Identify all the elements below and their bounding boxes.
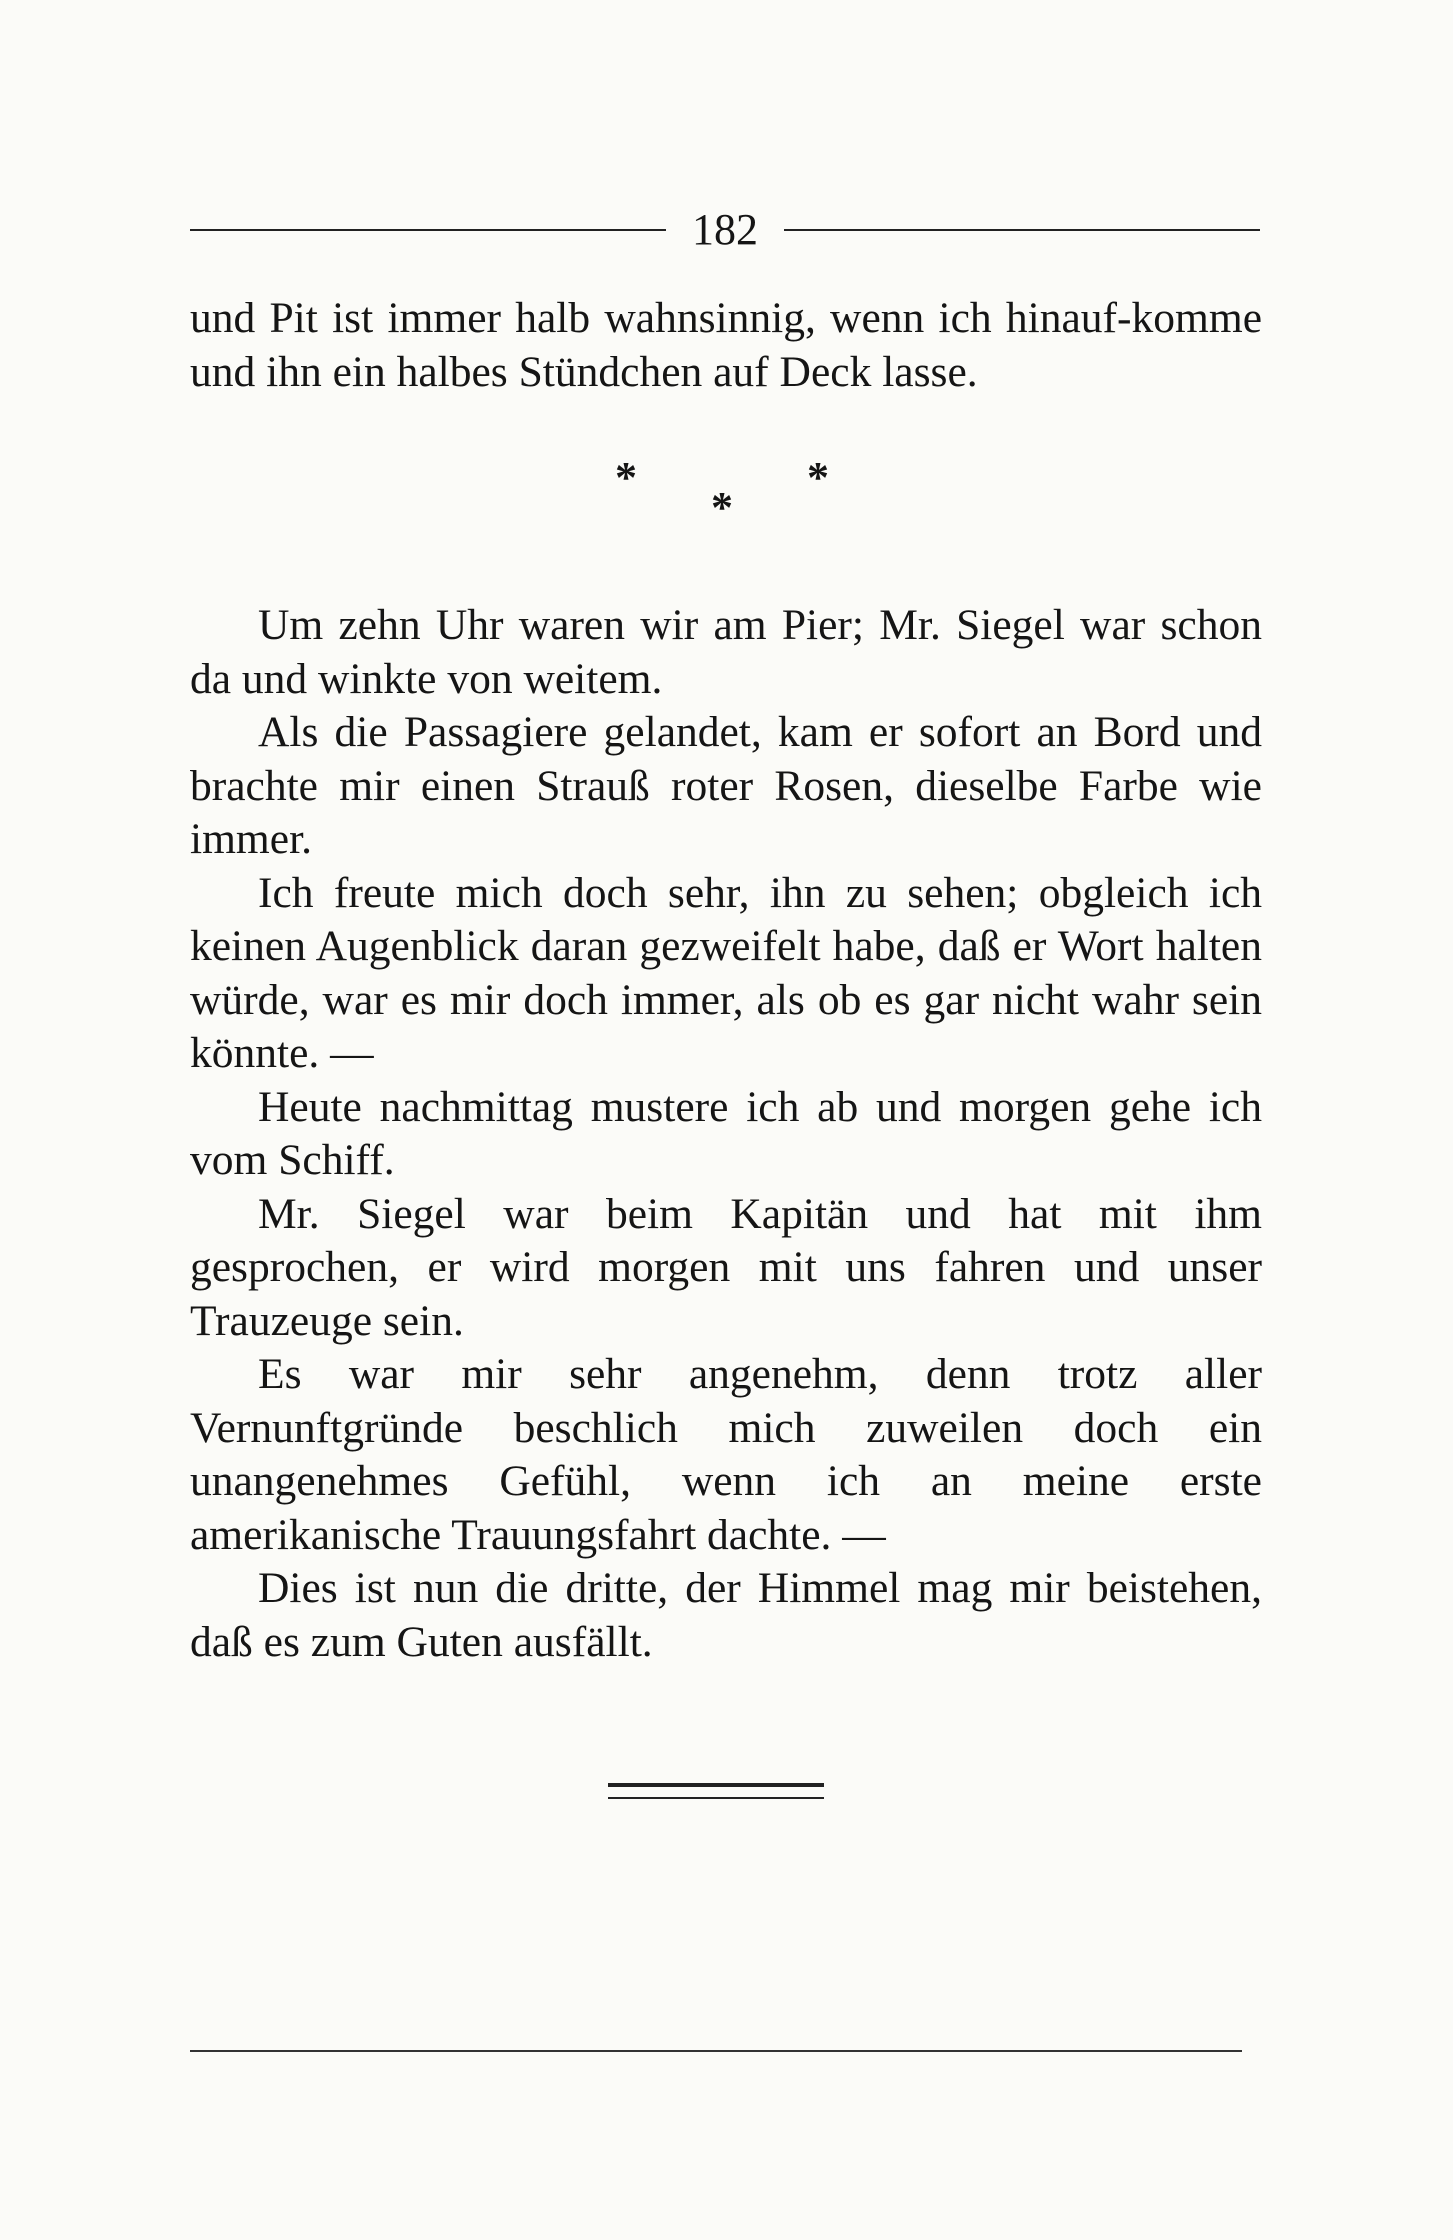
page-number: 182 <box>692 205 758 254</box>
paragraph: Dies ist nun die dritte, der Himmel mag mir beistehen, daß es zum Guten ausfällt. <box>190 1564 1262 1666</box>
separator-star: * <box>615 453 637 502</box>
paragraph: Es war mir sehr angenehm, denn trotz aller Vernunftgründe beschlich mich zuweilen doch ein unangenehmes Gefühl, wenn ich an meine erste amerikanische Trauungsfahrt dachte. — <box>190 1350 1262 1559</box>
paragraph-continued: und Pit ist immer halb wahnsinnig, wenn ich hinauf-komme und ihn ein halbes Stündchen auf Deck lasse. <box>190 294 1262 396</box>
page-header <box>190 200 1260 260</box>
page-body <box>190 292 1262 1669</box>
separator-star: * <box>807 453 829 502</box>
paragraph: Ich freute mich doch sehr, ihn zu sehen; obgleich ich keinen Augenblick daran gezweifelt habe, daß er Wort halten würde, war es mir doch immer, als ob es gar nicht wahr sein könnte. — <box>190 868 1262 1077</box>
paragraph: Als die Passagiere gelandet, kam er sofort an Bord und brachte mir einen Strauß roter Rosen, dieselbe Farbe wie immer. <box>190 708 1262 863</box>
header-rule-left <box>190 229 666 231</box>
paragraph: Um zehn Uhr waren wir am Pier; Mr. Siegel war schon da und winkte von weitem. <box>190 601 1262 703</box>
chapter-end-rule <box>608 1783 824 1799</box>
bottom-rule <box>190 2050 1242 2052</box>
header-rule-right <box>784 229 1260 231</box>
section-separator <box>190 399 1262 599</box>
separator-star: * <box>711 483 733 532</box>
paragraph: Mr. Siegel war beim Kapitän und hat mit ihm gesprochen, er wird morgen mit uns fahren und unser Trauzeuge sein. <box>190 1189 1262 1345</box>
paragraph: Heute nachmittag mustere ich ab und morgen gehe ich vom Schiff. <box>190 1082 1262 1184</box>
